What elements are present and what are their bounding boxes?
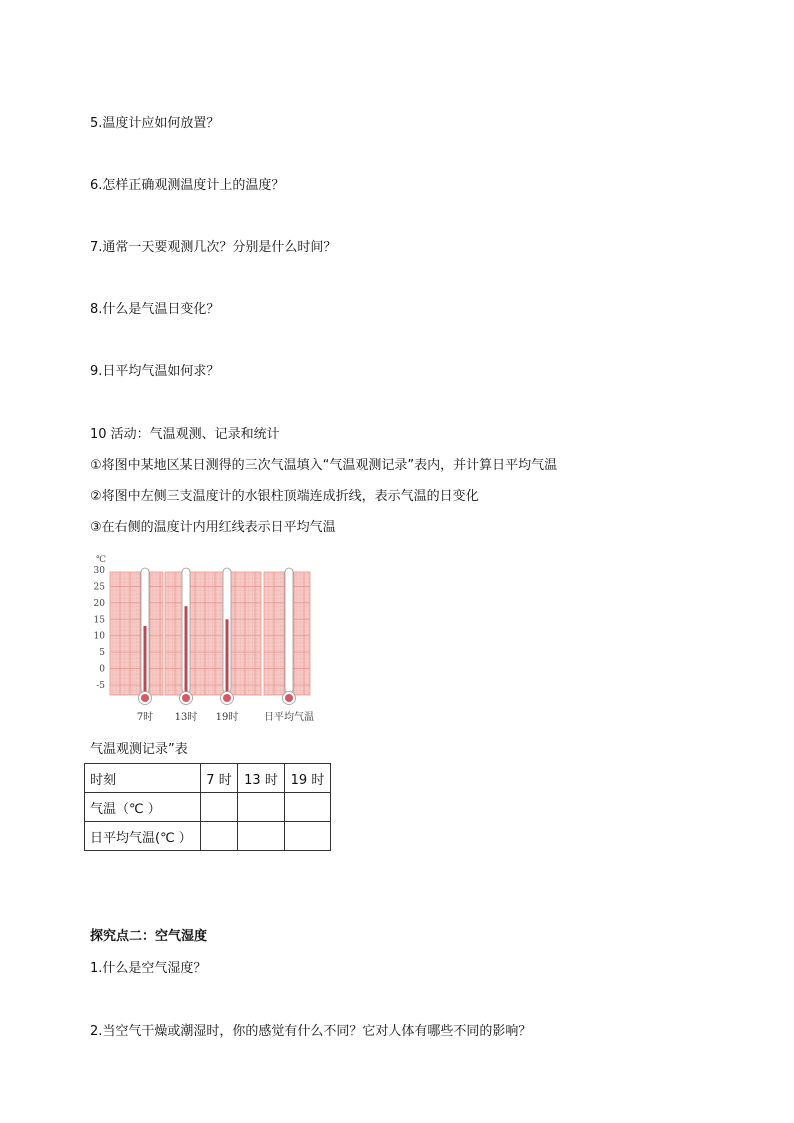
thermometer-tube xyxy=(285,568,293,693)
grid-panel-lines xyxy=(110,572,163,695)
y-tick-label: 10 xyxy=(93,631,105,642)
header-cell: 时刻 xyxy=(85,764,201,793)
y-tick-label: 15 xyxy=(93,615,105,626)
question-7: 7.通常一天要观测几次？分别是什么时间？ xyxy=(90,240,337,255)
answer-cell[interactable] xyxy=(201,793,238,822)
activity-step-3: ③在右侧的温度计内用红线表示日平均气温 xyxy=(90,520,336,535)
section-2-question-2: 2.当空气干燥或潮湿时，你的感觉有什么不同？它对人体有哪些不同的影响？ xyxy=(90,1024,532,1039)
question-8: 8.什么是气温日变化？ xyxy=(90,302,220,317)
thermometer-bulb xyxy=(141,694,149,702)
y-tick-label: 5 xyxy=(99,648,105,659)
question-9: 9.日平均气温如何求？ xyxy=(90,364,220,379)
header-cell: 13 时 xyxy=(238,764,285,793)
y-tick-label: 20 xyxy=(93,598,105,609)
activity-step-1: ①将图中某地区某日测得的三次气温填入“气温观测记录”表内，并计算日平均气温 xyxy=(90,458,558,473)
section-2-title: 探究点二：空气湿度 xyxy=(90,929,208,944)
thermometer-bulb xyxy=(223,694,231,702)
answer-cell[interactable] xyxy=(238,822,285,851)
answer-cell[interactable] xyxy=(285,793,331,822)
row-label: 日平均气温(℃ ） xyxy=(85,822,201,851)
y-tick-label: -5 xyxy=(96,681,105,691)
temperature-record-table xyxy=(84,763,331,851)
row-label: 气温（℃ ） xyxy=(85,793,201,822)
thermometer-label: 7时 xyxy=(136,712,154,723)
y-axis xyxy=(94,555,107,691)
answer-cell[interactable] xyxy=(201,822,238,851)
mercury-column xyxy=(185,606,188,695)
thermometer-label: 19时 xyxy=(215,712,239,723)
unit-label: ℃ xyxy=(96,555,107,565)
question-5: 5.温度计应如何放置？ xyxy=(90,116,220,131)
thermometer-label: 13时 xyxy=(174,712,198,723)
thermometer-bulb xyxy=(285,694,293,702)
thermometer-figure xyxy=(88,550,328,725)
mercury-column xyxy=(226,619,229,695)
table-row xyxy=(85,822,331,851)
table-header-row xyxy=(85,764,331,793)
question-6: 6.怎样正确观测温度计上的温度？ xyxy=(90,178,285,193)
header-cell: 7 时 xyxy=(201,764,238,793)
grid-panels xyxy=(110,572,310,695)
activity-step-2: ②将图中左侧三支温度计的水银柱顶端连成折线，表示气温的日变化 xyxy=(90,489,479,504)
thermometer-bulb xyxy=(182,694,190,702)
mercury-column xyxy=(144,626,147,695)
table-caption: 气温观测记录”表 xyxy=(90,742,188,757)
y-tick-label: 0 xyxy=(99,664,105,675)
activity-title: 10 活动：气温观测、记录和统计 xyxy=(90,427,280,442)
y-tick-label: 25 xyxy=(93,582,105,593)
section-2-question-1: 1.什么是空气湿度？ xyxy=(90,961,207,976)
answer-cell[interactable] xyxy=(238,793,285,822)
thermometer-label: 日平均气温 xyxy=(264,712,314,723)
table-row xyxy=(85,793,331,822)
y-tick-label: 30 xyxy=(93,566,105,576)
header-cell: 19 时 xyxy=(285,764,331,793)
answer-cell[interactable] xyxy=(285,822,331,851)
